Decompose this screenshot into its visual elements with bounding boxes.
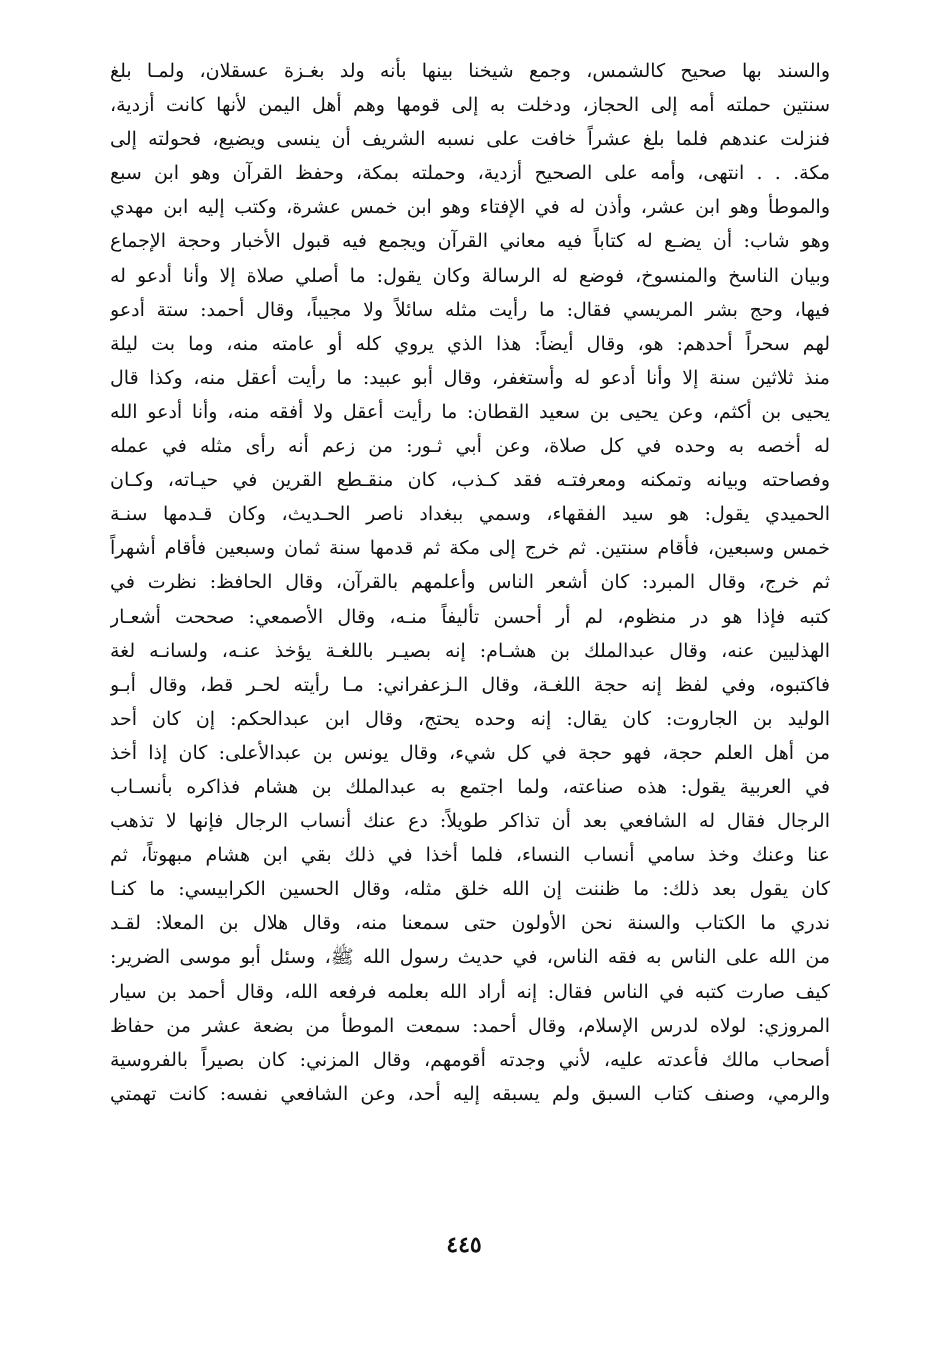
text-line: يحيى بن أكثم، وعن يحيى بن سعيد القطان: ما رأيت أعقل ولا أفقه منه، وأنا أدعو الله: [110, 400, 830, 423]
text-line: وهو شاب: أن يضـع له كتاباً فيه معاني القرآن ويجمع فيه قبول الأخبار وحجة الإجماع: [110, 230, 830, 253]
text-line: وبيان الناسخ والمنسوخ، فوضع له الرسالة وكان يقول: ما أصلي صلاة إلا وأنا أدعو له: [110, 264, 830, 287]
text-line: عنا وعنك وخذ سامي أنساب النساء، فلما أخذا في ذلك بقي ابن هشام مبهوتاً، ثم: [110, 844, 830, 867]
text-line: كتبه فإذا هو در منظوم، لم أر أحسن تأليفاً منـه، وقال الأصمعي: صححت أشعـار: [110, 605, 830, 628]
text-line: كيف صارت كتبه في الناس فقال: إنه أراد الله بعلمه فرفعه الله، وقال أحمد بن سيار: [110, 980, 830, 1003]
text-line: أصحاب مالك فأعدته عليه، لأني وجدته أقومهم، وقال المزني: كان بصيراً بالفروسية: [110, 1048, 830, 1071]
text-line: فاكتبوه، وفي لفظ إنه حجة اللغـة، وقال الـزعفراني: مـا رأيته لحـر قط، وقال أبـو: [110, 673, 830, 696]
text-line: منذ ثلاثين سنة إلا وأنا أدعو له وأستغفر، وقال أبو عبيد: ما رأيت أعقل منه، وكذا قال: [110, 366, 830, 389]
text-line: وفصاحته وبيانه وتمكنه ومعرفتـه فقد كـذب، كان منقـطع القرين في حيـاته، وكـان: [110, 469, 830, 492]
text-line: كان يقول بعد ذلك: ما ظننت إن الله خلق مثله، وقال الحسين الكرابيسي: ما كنـا: [110, 878, 830, 901]
text-line: في العربية يقول: هذه صناعته، ولما اجتمع به عبدالملك بن هشام فذاكره بأنسـاب: [110, 775, 830, 798]
text-line: الرجال فقال له الشافعي بعد أن تذاكر طويلاً: دع عنك أنساب الرجال فإنها لا تذهب: [110, 810, 830, 833]
text-line: الوليد بن الجاروت: كان يقال: إنه وحده يحتج، وقال ابن عبدالحكم: إن كان أحد: [110, 707, 830, 730]
page-number: ٤٤٥: [446, 1232, 482, 1258]
text-line: من أهل العلم حجة، فهو حجة في كل شيء، وقال يونس بن عبدالأعلى: كان إذا أخذ: [110, 741, 830, 764]
text-line: والموطأ وهو ابن عشر، وأذن له في الإفتاء وهو ابن خمس عشرة، وكتب إليه ابن مهدي: [110, 196, 830, 219]
text-line: خمس وسبعين، فأقام سنتين. ثم خرج إلى مكة ثم قدمها سنة ثمان وسبعين فأقام أشهراً: [110, 537, 830, 560]
body-text: [110, 54, 830, 1111]
text-line: الحميدي يقول: هو سيد الفقهاء، وسمي ببغداد ناصر الحـديث، وكان قـدمها سنـة: [110, 503, 830, 526]
text-line: سنتين حملته أمه إلى الحجاز، ودخلت به إلى قومها وهم أهل اليمن لأنها كانت أزدية،: [110, 94, 830, 117]
text-line: ندري ما الكتاب والسنة نحن الأولون حتى سمعنا منه، وقال هلال بن المعلا: لقـد: [110, 912, 830, 935]
text-line: ثم خرج، وقال المبرد: كان أشعر الناس وأعلمهم بالقرآن، وقال الحافظ: نظرت في: [110, 571, 830, 594]
text-line: المروزي: لولاه لدرس الإسلام، وقال أحمد: سمعت الموطأ من بضعة عشر من حفاظ: [110, 1014, 830, 1037]
text-line: لهم سحراً أحدهم: هو، وقال أيضاً: هذا الذي يروي كله أو عامته منه، وما بت ليلة: [110, 332, 830, 355]
text-line: الهذليين عنه، وقال عبدالملك بن هشـام: إنه بصيـر باللغـة يؤخذ عنـه، ولسانـه لغة: [110, 639, 830, 662]
text-line: والرمي، وصنف كتاب السبق ولم يسبقه إليه أحد، وعن الشافعي نفسه: كانت تهمتي: [110, 1082, 830, 1105]
text-line: فنزلت عندهم فلما بلغ عشراً خافت على نسبه الشريف أن ينسى ويضيع، فحولته إلى: [110, 128, 830, 151]
text-line: له أخصه به وحده في كل صلاة، وعن أبي ثـور: من زعم أنه رأى مثله في عمله: [110, 435, 830, 458]
text-line: والسند بها صحيح كالشمس، وجمع شيخنا بينها بأنه ولد بغـزة عسقلان، ولمـا بلغ: [110, 60, 830, 82]
text-line: مكة. . . انتهى، وأمه على الصحيح أزدية، وحملته بمكة، وحفظ القرآن وهو ابن سبع: [110, 162, 830, 185]
text-line: من الله على الناس به فقه الناس، في حديث رسول الله ﷺ، وسئل أبو موسى الضرير:: [110, 946, 830, 969]
text-line: فيها، وحج بشر المريسي فقال: ما رأيت مثله سائلاً ولا مجيباً، وقال أحمد: ستة أدعو: [110, 298, 830, 321]
